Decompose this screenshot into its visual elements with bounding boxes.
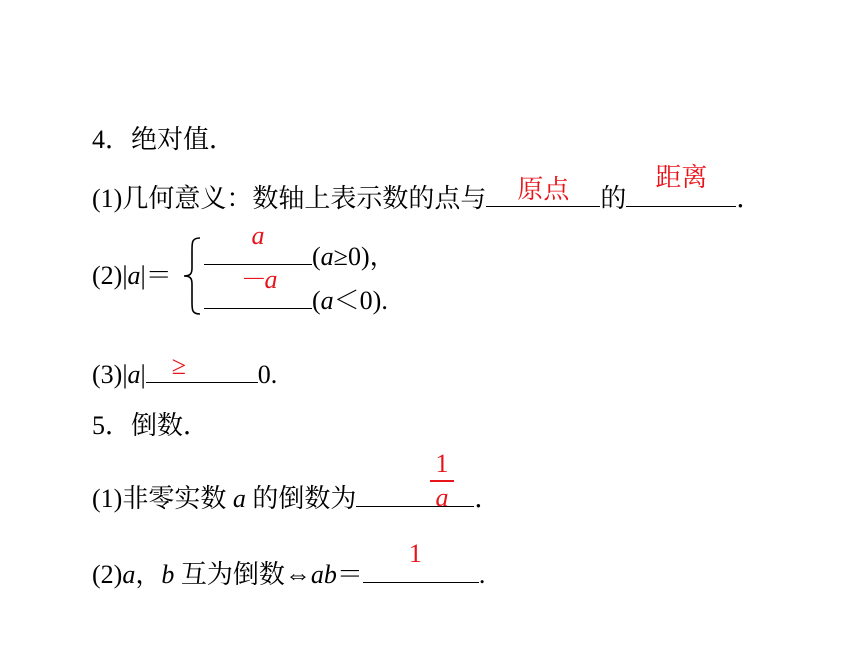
- case2-cond-var: a: [320, 286, 334, 315]
- item2-prefix: (2)|: [92, 261, 128, 290]
- blank-distance: [626, 163, 736, 207]
- answer-fraction: [427, 450, 457, 512]
- section4-item1: [92, 163, 763, 215]
- s5-item1-prefix: (1)非零实数: [92, 484, 233, 513]
- blank-item3: [146, 351, 258, 383]
- s5-item2-b: b: [161, 560, 175, 589]
- case2: [204, 265, 388, 317]
- section4-heading: [92, 124, 235, 156]
- item3-end: 0.: [257, 360, 278, 389]
- section5-heading-text: 5．倒数．: [92, 411, 210, 440]
- item1-end: ．: [736, 184, 763, 213]
- case1-cond-var: a: [320, 242, 334, 271]
- s5-item2-prefix: (2): [92, 560, 123, 589]
- fraction-denominator: a: [435, 482, 449, 512]
- section4-item3: [92, 351, 278, 391]
- case2-cond-rest: ＜0).: [333, 286, 388, 315]
- blank-case2: [204, 265, 312, 309]
- item2-eq: |＝: [140, 261, 172, 290]
- s5-item2-comma: ，: [135, 560, 162, 589]
- fraction-bar: [430, 480, 454, 482]
- section4-heading-text: 4．绝对值．: [92, 125, 236, 154]
- answer-origin: 原点: [517, 175, 570, 204]
- blank-case1: [204, 221, 312, 265]
- s5-item2-mid: 互为倒数⇔: [174, 560, 311, 589]
- s5-item2-eq: ＝: [336, 560, 363, 589]
- section5-item2: [92, 539, 486, 591]
- blank-product: [363, 539, 479, 583]
- blank-origin: [486, 175, 600, 207]
- answer-one: 1: [408, 539, 422, 568]
- s5-item2-end: .: [478, 560, 486, 589]
- item3-prefix: (3)|: [92, 360, 128, 389]
- s5-item1-end: ．: [474, 484, 501, 513]
- s5-item1-var: a: [232, 484, 246, 513]
- case2-cond-open: (: [312, 286, 321, 315]
- case1-cond-open: (: [312, 242, 321, 271]
- answer-case1: a: [251, 221, 265, 250]
- s5-item1-mid: 的倒数为: [245, 484, 357, 513]
- s5-item2-ab: ab: [310, 560, 337, 589]
- left-brace: [182, 236, 204, 316]
- item1-prefix: (1)几何意义：数轴上表示数的点与: [92, 184, 487, 213]
- answer-distance: 距离: [655, 163, 708, 192]
- section4-item2-label: [92, 260, 172, 292]
- case1-cond-rest: ≥0)，: [333, 242, 396, 271]
- item2-var: a: [127, 261, 141, 290]
- fraction-numerator: 1: [435, 449, 449, 478]
- item3-var: a: [127, 360, 141, 389]
- section5-heading: [92, 410, 209, 442]
- item3-bar: |: [140, 360, 146, 389]
- answer-case2: －a: [238, 265, 278, 294]
- s5-item2-a: a: [122, 560, 136, 589]
- answer-geq: ≥: [171, 351, 187, 380]
- item1-mid: 的: [600, 184, 627, 213]
